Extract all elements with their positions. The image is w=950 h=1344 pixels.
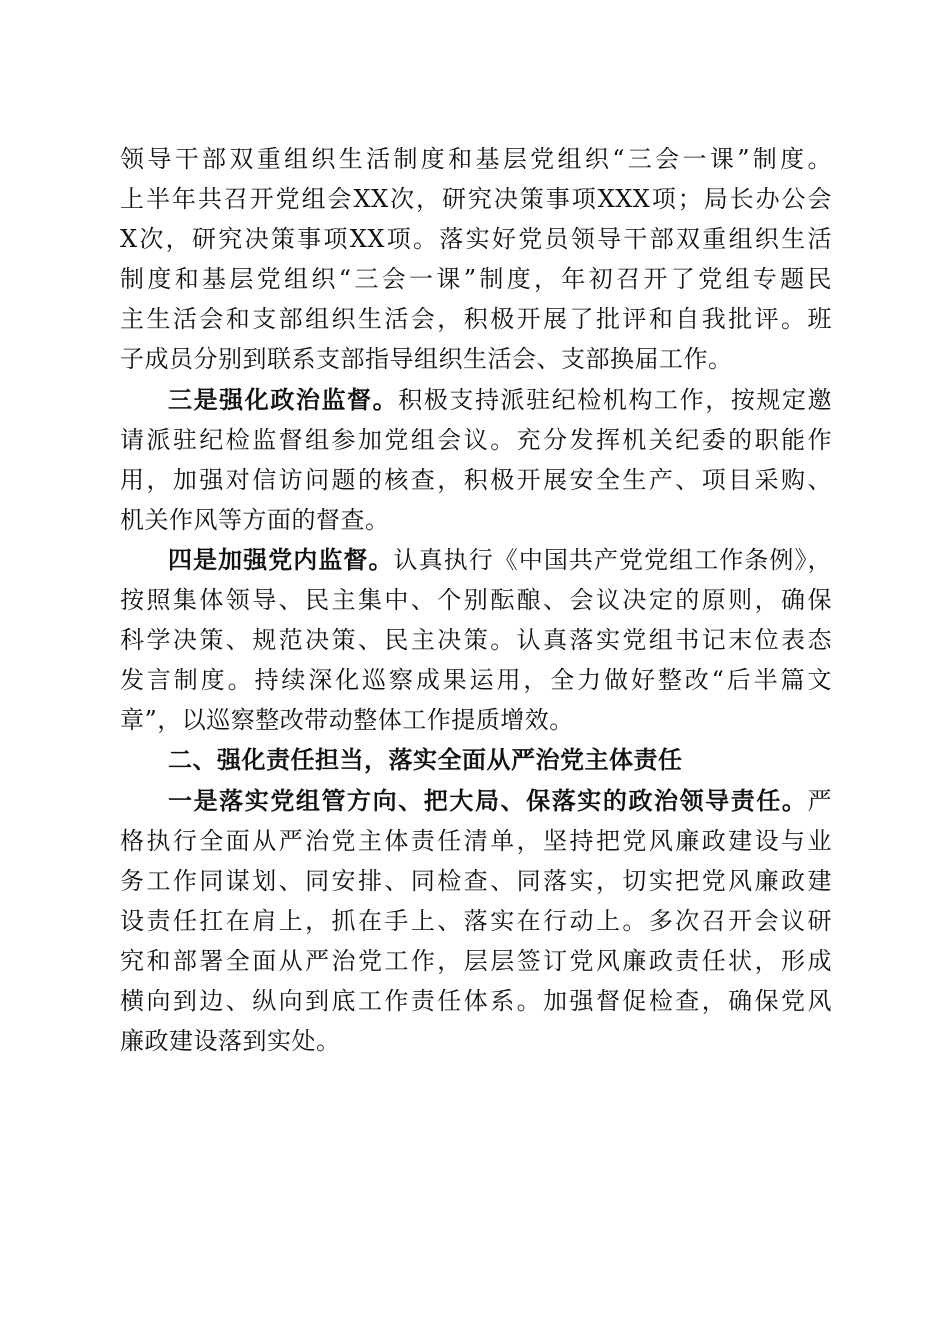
document-page (120, 139, 832, 1061)
text-line: 格执行全面从严治党主体责任清单，坚持把党风廉政建设与业 (120, 826, 832, 855)
section-heading: 二、强化责任担当，落实全面从严治党主体责任 (168, 746, 683, 775)
text-line (120, 540, 832, 580)
text-line: 主生活会和支部组织生活会，积极开展了批评和自我批评。班 (120, 305, 832, 334)
paragraph-lead: 四是加强党内监督。 (168, 544, 394, 574)
paragraph-text: 认真执行《中国共产党党组工作条例》， (393, 545, 833, 574)
text-line: 廉政建设落到实处。 (120, 1027, 341, 1056)
paragraph-lead: 一是落实党组管方向、把大局、保落实的政治领导责任。 (168, 785, 808, 815)
paragraph-text: 严 (807, 786, 832, 815)
text-line: 究和部署全面从严治党工作，层层签订党风廉政责任状，形成 (120, 946, 832, 975)
text-line (120, 380, 832, 420)
paragraph-party-supervision (120, 540, 832, 740)
text-line: 发言制度。持续深化巡察成果运用，全力做好整改“后半篇文 (120, 666, 832, 695)
text-line: X次，研究决策事项XX项。落实好党员领导干部双重组织生活 (120, 225, 832, 254)
text-line: 机关作风等方面的督查。 (120, 505, 390, 534)
text-line (120, 781, 832, 821)
text-line: 领导干部双重组织生活制度和基层党组织“三会一课”制度。 (120, 145, 832, 173)
paragraph-leadership-responsibility (120, 781, 832, 1062)
text-line: 设责任扛在肩上，抓在手上、落实在行动上。多次召开会议研 (120, 906, 832, 935)
text-line: 横向到边、纵向到底工作责任体系。加强督促检查，确保党风 (120, 986, 832, 1015)
text-line: 请派驻纪检监督组参加党组会议。充分发挥机关纪委的职能作 (120, 425, 832, 454)
text-line: 子成员分别到联系支部指导组织生活会、支部换届工作。 (120, 345, 733, 374)
text-line: 章”，以巡察整改带动整体工作提质增效。 (120, 706, 574, 735)
paragraph-lead: 三是强化政治监督。 (168, 384, 399, 414)
text-line: 科学决策、规范决策、民主决策。认真落实党组书记末位表态 (120, 626, 832, 655)
paragraph-political-supervision (120, 380, 832, 540)
text-line: 上半年共召开党组会XX次，研究决策事项XXX项；局长办公会 (120, 185, 832, 214)
paragraph-text: 积极支持派驻纪检机构工作，按规定邀 (398, 385, 833, 414)
text-line: 务工作同谋划、同安排、同检查、同落实，切实把党风廉政建 (120, 866, 832, 895)
text-line: 用，加强对信访问题的核查，积极开展安全生产、项目采购、 (120, 465, 832, 494)
text-line: 按照集体领导、民主集中、个别酝酿、会议决定的原则，确保 (120, 586, 832, 615)
text-line: 制度和基层党组织“三会一课”制度，年初召开了党组专题民 (120, 265, 832, 294)
paragraph-continued (120, 139, 832, 380)
